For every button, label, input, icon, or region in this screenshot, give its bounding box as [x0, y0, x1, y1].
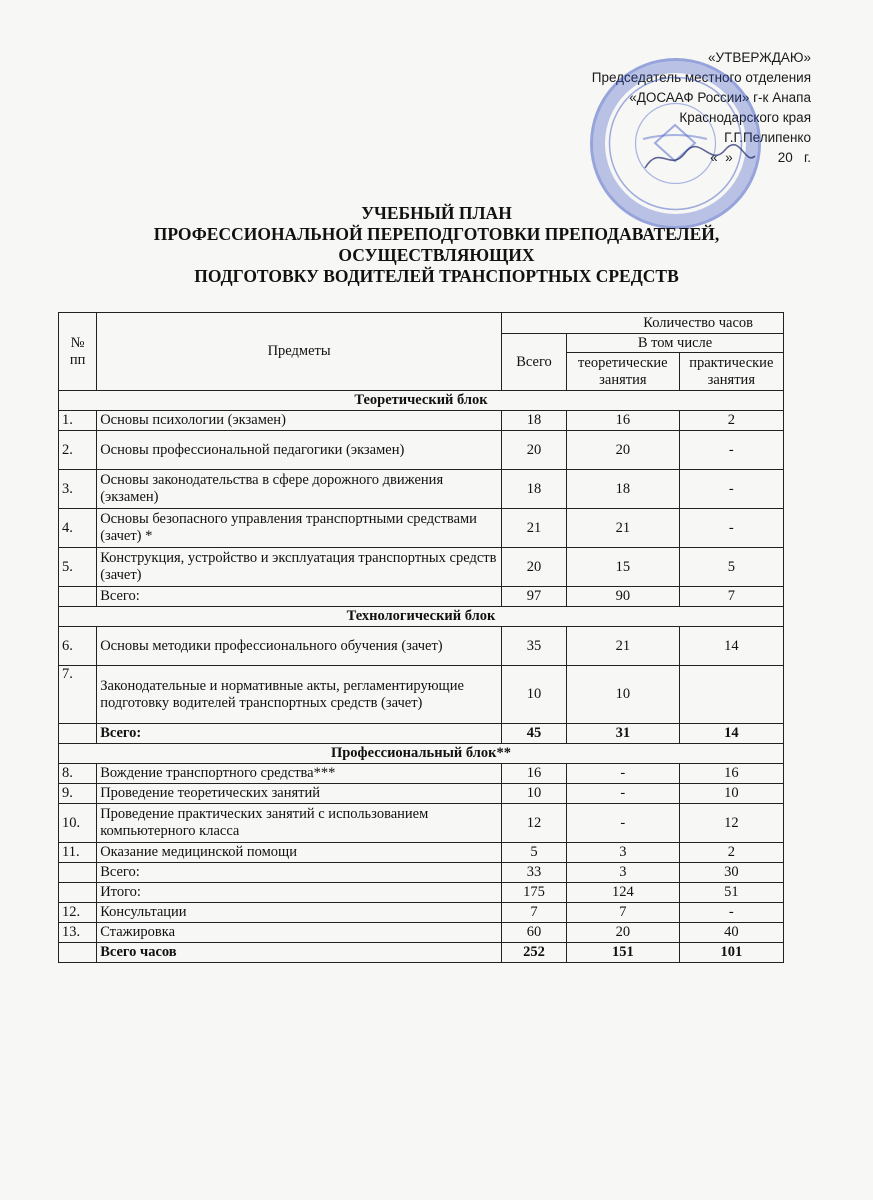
row-num [59, 724, 97, 744]
header-theory: теоретические занятия [567, 353, 680, 391]
approval-heading: «УТВЕРЖДАЮ» [708, 50, 811, 65]
subtotal-label: Всего: [97, 724, 502, 744]
subtotal-practice: 14 [679, 724, 783, 744]
row-subject: Проведение практических занятий с использованием компьютерного класса [97, 804, 502, 843]
row-practice: 14 [679, 627, 783, 666]
row-total: 16 [502, 764, 567, 784]
subtotal-total: 33 [502, 863, 567, 883]
row-subject: Основы безопасного управления транспортными средствами (зачет) * [97, 509, 502, 548]
row-subject: Консультации [97, 903, 502, 923]
row-num: 2. [59, 431, 97, 470]
approval-organization: «ДОСААФ России» г-к Анапа [629, 90, 811, 105]
row-num: 8. [59, 764, 97, 784]
row-total: 5 [502, 843, 567, 863]
row-practice: - [679, 903, 783, 923]
subtotal-label: Всего: [97, 587, 502, 607]
row-subject: Проведение теоретических занятий [97, 784, 502, 804]
row-practice: 12 [679, 804, 783, 843]
grand-total-practice: 101 [679, 943, 783, 963]
header-hours: Количество часов [502, 313, 784, 334]
row-num: 6. [59, 627, 97, 666]
row-total: 18 [502, 470, 567, 509]
approval-region: Краснодарского края [679, 110, 811, 125]
row-subject: Основы психологии (экзамен) [97, 411, 502, 431]
row-theory: 16 [567, 411, 680, 431]
row-practice: 2 [679, 411, 783, 431]
row-theory: 3 [567, 843, 680, 863]
row-subject: Основы профессиональной педагогики (экзамен) [97, 431, 502, 470]
section-heading: Профессиональный блок** [59, 744, 784, 764]
signature [640, 138, 760, 178]
header-subject: Предметы [97, 313, 502, 391]
row-theory: - [567, 784, 680, 804]
row-practice: 16 [679, 764, 783, 784]
grand-total-label: Всего часов [97, 943, 502, 963]
row-total: 7 [502, 903, 567, 923]
row-total: 12 [502, 804, 567, 843]
grand-total-total: 252 [502, 943, 567, 963]
row-num [59, 943, 97, 963]
subtotal-total: 45 [502, 724, 567, 744]
row-subject: Конструкция, устройство и эксплуатация транспортных средств (зачет) [97, 548, 502, 587]
row-num: 9. [59, 784, 97, 804]
row-num: 4. [59, 509, 97, 548]
row-total: 10 [502, 784, 567, 804]
row-num: 12. [59, 903, 97, 923]
grand-total-theory: 151 [567, 943, 680, 963]
row-num: 13. [59, 923, 97, 943]
row-subject: Оказание медицинской помощи [97, 843, 502, 863]
row-num [59, 883, 97, 903]
row-practice: 40 [679, 923, 783, 943]
row-practice: 5 [679, 548, 783, 587]
row-theory: 7 [567, 903, 680, 923]
row-practice: - [679, 509, 783, 548]
title-line-1: УЧЕБНЫЙ ПЛАН [361, 203, 512, 223]
row-theory: 21 [567, 627, 680, 666]
total-theory: 124 [567, 883, 680, 903]
row-num: 5. [59, 548, 97, 587]
row-num [59, 863, 97, 883]
approval-position: Председатель местного отделения [591, 70, 811, 85]
row-theory: 10 [567, 666, 680, 724]
section-heading: Теоретический блок [59, 391, 784, 411]
row-theory: 20 [567, 431, 680, 470]
subtotal-theory: 3 [567, 863, 680, 883]
row-theory: 20 [567, 923, 680, 943]
subtotal-total: 97 [502, 587, 567, 607]
approval-date: « » 20 г. [710, 150, 811, 165]
row-subject: Вождение транспортного средства*** [97, 764, 502, 784]
row-subject: Основы методики профессионального обучения (зачет) [97, 627, 502, 666]
title-line-4: ПОДГОТОВКУ ВОДИТЕЛЕЙ ТРАНСПОРТНЫХ СРЕДСТВ [194, 266, 679, 286]
row-num: 3. [59, 470, 97, 509]
header-total: Всего [502, 334, 567, 391]
document-title [0, 203, 873, 287]
row-num: 10. [59, 804, 97, 843]
header-practice: практические занятия [679, 353, 783, 391]
subtotal-theory: 31 [567, 724, 680, 744]
row-theory: 15 [567, 548, 680, 587]
row-theory: - [567, 764, 680, 784]
row-subject: Основы законодательства в сфере дорожного движения (экзамен) [97, 470, 502, 509]
subtotal-practice: 30 [679, 863, 783, 883]
row-theory: - [567, 804, 680, 843]
row-total: 60 [502, 923, 567, 943]
row-num: 1. [59, 411, 97, 431]
approval-signatory: Г.Г.Пелипенко [724, 130, 811, 145]
header-num: № пп [59, 313, 97, 391]
curriculum-table [58, 312, 784, 963]
row-total: 10 [502, 666, 567, 724]
row-num: 7. [59, 666, 97, 724]
row-practice: 2 [679, 843, 783, 863]
row-practice: - [679, 470, 783, 509]
title-line-2: ПРОФЕССИОНАЛЬНОЙ ПЕРЕПОДГОТОВКИ ПРЕПОДАВАТЕЛЕЙ, [153, 224, 720, 244]
row-practice: 10 [679, 784, 783, 804]
row-total: 20 [502, 431, 567, 470]
row-num: 11. [59, 843, 97, 863]
row-practice: - [679, 431, 783, 470]
row-subject: Стажировка [97, 923, 502, 943]
subtotal-theory: 90 [567, 587, 680, 607]
row-total: 20 [502, 548, 567, 587]
subtotal-practice: 7 [679, 587, 783, 607]
title-line-3: ОСУЩЕСТВЛЯЮЩИХ [338, 245, 535, 265]
row-theory: 18 [567, 470, 680, 509]
total-practice: 51 [679, 883, 783, 903]
row-theory: 21 [567, 509, 680, 548]
row-total: 35 [502, 627, 567, 666]
total-label: Итого: [97, 883, 502, 903]
row-practice [679, 666, 783, 724]
row-total: 21 [502, 509, 567, 548]
row-subject: Законодательные и нормативные акты, регламентирующие подготовку водителей транспортных средств (зачет) [97, 666, 502, 724]
subtotal-label: Всего: [97, 863, 502, 883]
header-including: В том числе [567, 334, 784, 353]
total-total: 175 [502, 883, 567, 903]
section-heading: Технологический блок [59, 607, 784, 627]
row-num [59, 587, 97, 607]
row-total: 18 [502, 411, 567, 431]
